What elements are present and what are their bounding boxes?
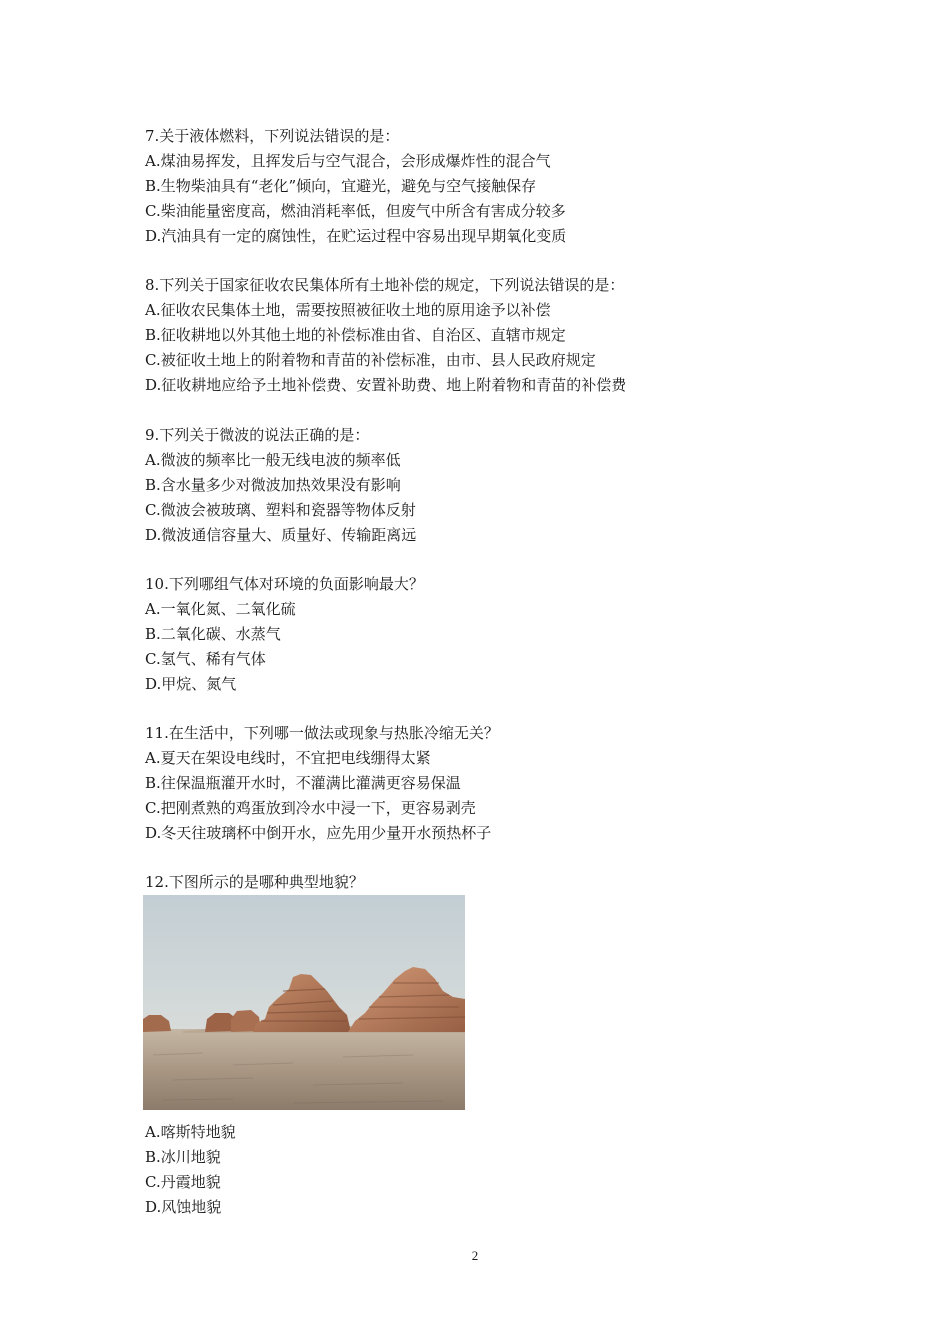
- question-7: [145, 124, 845, 249]
- page-number: 2: [471, 1248, 479, 1263]
- option-c: C.丹霞地貌: [145, 1173, 221, 1191]
- question-11: [145, 721, 845, 846]
- question-12: [145, 870, 845, 895]
- option-c: C.微波会被玻璃、塑料和瓷器等物体反射: [145, 501, 416, 519]
- option-a: A.微波的频率比一般无线电波的频率低: [145, 451, 401, 469]
- option-c: C.被征收土地上的附着物和青苗的补偿标准，由市、县人民政府规定: [145, 351, 596, 369]
- option-d: D.甲烷、氮气: [145, 675, 237, 693]
- option-b: B.生物柴油具有“老化”倾向，宜避光，避免与空气接触保存: [145, 177, 537, 195]
- question-9: [145, 423, 845, 548]
- option-b: B.二氧化碳、水蒸气: [145, 625, 281, 643]
- option-b: B.冰川地貌: [145, 1148, 221, 1166]
- option-a: A.煤油易挥发，且挥发后与空气混合，会形成爆炸性的混合气: [145, 152, 551, 170]
- option-d: D.微波通信容量大、质量好、传输距离远: [145, 526, 417, 544]
- option-d: D.风蚀地貌: [145, 1198, 222, 1216]
- option-d: D.征收耕地应给予土地补偿费、安置补助费、地上附着物和青苗的补偿费: [145, 376, 627, 394]
- option-a: A.喀斯特地貌: [145, 1123, 236, 1141]
- option-d: D.汽油具有一定的腐蚀性，在贮运过程中容易出现早期氧化变质: [145, 227, 567, 245]
- option-c: C.把刚煮熟的鸡蛋放到冷水中浸一下，更容易剥壳: [145, 799, 476, 817]
- option-c: C.氢气、稀有气体: [145, 650, 266, 668]
- question-8: [145, 273, 845, 398]
- question-stem: 11.在生活中，下列哪一做法或现象与热胀冷缩无关？: [145, 724, 499, 742]
- option-d: D.冬天往玻璃杯中倒开水，应先用少量开水预热杯子: [145, 824, 492, 842]
- question-stem: 9.下列关于微波的说法正确的是：: [145, 426, 370, 444]
- landform-photo: [143, 895, 465, 1110]
- option-b: B.含水量多少对微波加热效果没有影响: [145, 476, 401, 494]
- option-a: A.一氧化氮、二氧化硫: [145, 600, 296, 618]
- question-stem: 7.关于液体燃料，下列说法错误的是：: [145, 127, 400, 145]
- option-b: B.征收耕地以外其他土地的补偿标准由省、自治区、直辖市规定: [145, 326, 566, 344]
- option-a: A.征收农民集体土地，需要按照被征收土地的原用途予以补偿: [145, 301, 551, 319]
- option-b: B.往保温瓶灌开水时，不灌满比灌满更容易保温: [145, 774, 461, 792]
- question-12-options: [145, 1120, 845, 1220]
- option-a: A.夏天在架设电线时，不宜把电线绷得太紧: [145, 749, 431, 767]
- option-c: C.柴油能量密度高，燃油消耗率低，但废气中所含有害成分较多: [145, 202, 566, 220]
- question-stem: 12.下图所示的是哪种典型地貌？: [145, 873, 364, 891]
- question-stem: 10.下列哪组气体对环境的负面影响最大？: [145, 575, 424, 593]
- question-stem: 8.下列关于国家征收农民集体所有土地补偿的规定，下列说法错误的是：: [145, 276, 625, 294]
- question-10: [145, 572, 845, 697]
